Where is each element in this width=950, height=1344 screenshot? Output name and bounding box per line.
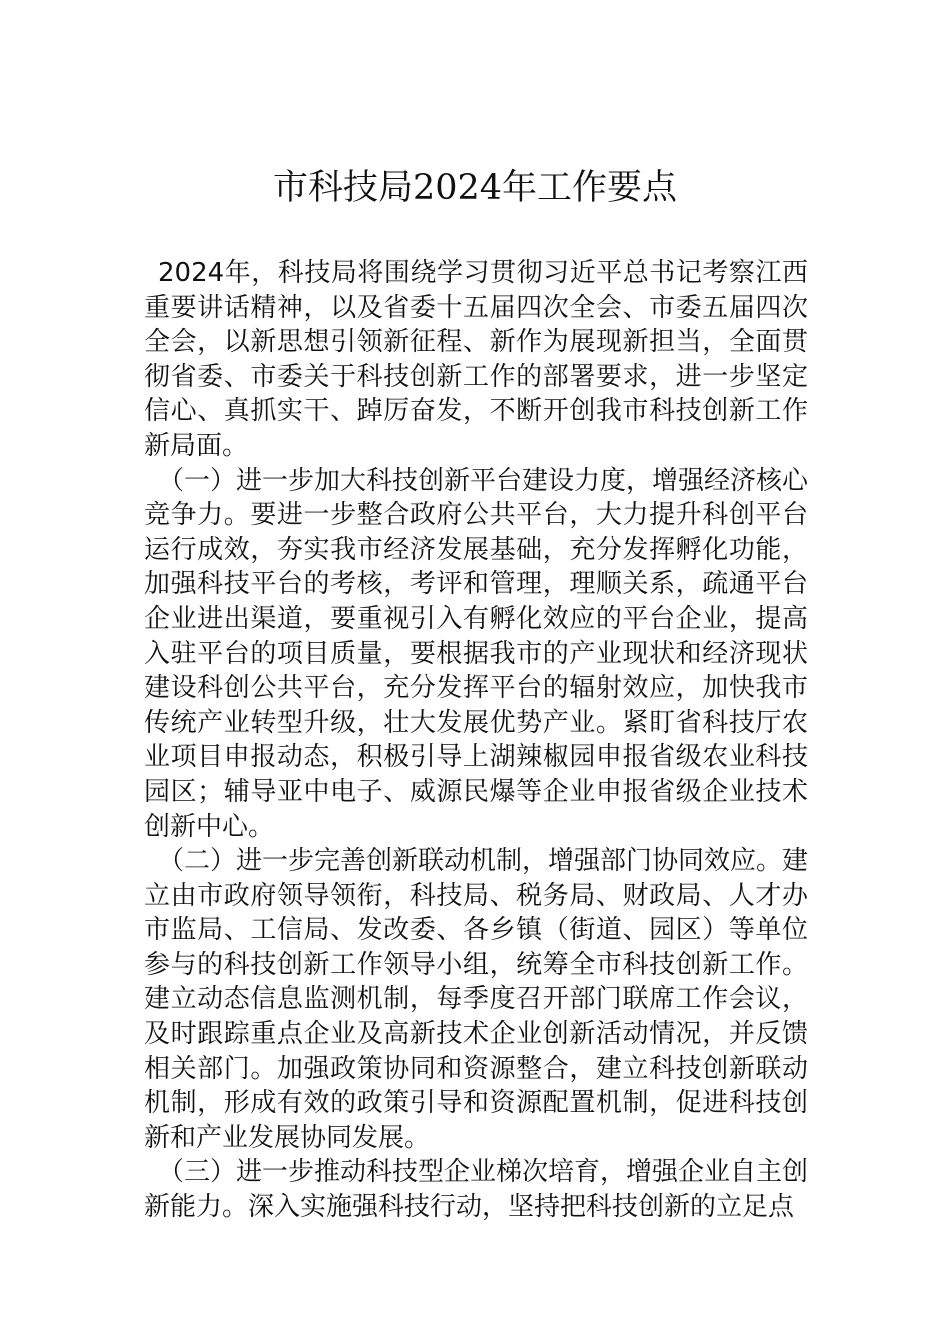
paragraph-section-1: （一）进一步加大科技创新平台建设力度，增强经济核心竞争力。要进一步整合政府公共平台，大力提升科创平台运行成效，夯实我市经济发展基础，充分发挥孵化功能，加强科技平台的考核，考评和管理，理顺关系，疏通平台企业进出渠道，要重视引入有孵化效应的平台企业，提高入驻平台的项目质量，要根据我市的产业现状和经济现状建设科创公共平台，充分发挥平台的辐射效应，加快我市传统产业转型升级，壮大发展优势产业。紧盯省科技厅农业项目申报动态，积极引导上湖辣椒园申报省级农业科技园区；辅导亚中电子、威源民爆等企业申报省级企业技术创新中心。 (144, 465, 809, 842)
paragraph-section-3: （三）进一步推动科技型企业梯次培育，增强企业自主创新能力。深入实施强科技行动，坚持把科技创新的立足点 (144, 1157, 809, 1223)
paragraph-intro: 2024年，科技局将围绕学习贯彻习近平总书记考察江西重要讲话精神，以及省委十五届四次全会、市委五届四次全会，以新思想引领新征程、新作为展现新担当，全面贯彻省委、市委关于科技创新工作的部署要求，进一步坚定信心、真抓实干、踔厉奋发，不断开创我市科技创新工作新局面。 (144, 258, 808, 461)
document-body (144, 256, 808, 1225)
document-title: 市科技局2024年工作要点 (272, 168, 678, 208)
paragraph-section-2: （二）进一步完善创新联动机制，增强部门协同效应。建立由市政府领导领衔，科技局、税务局、财政局、人才办市监局、工信局、发改委、各乡镇（街道、园区）等单位参与的科技创新工作领导小组，统筹全市科技创新工作。建立动态信息监测机制，每季度召开部门联席工作会议，及时跟踪重点企业及高新技术企业创新活动情况，并反馈相关部门。加强政策协同和资源整合，建立科技创新联动机制，形成有效的政策引导和资源配置机制，促进科技创新和产业发展协同发展。 (144, 846, 809, 1153)
